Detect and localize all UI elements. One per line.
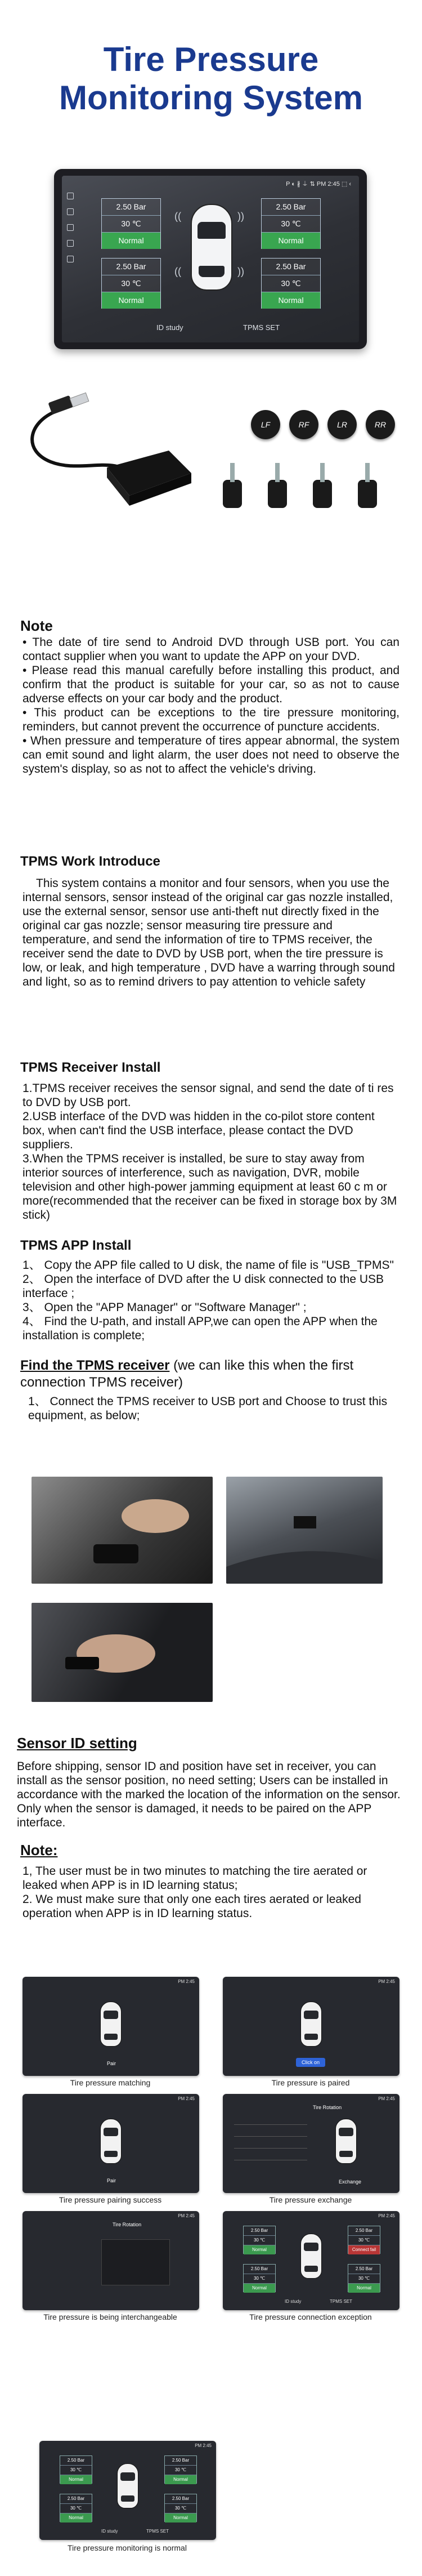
sensor-id-text: Before shipping, sensor ID and position have set in receiver, you can install as the sensor position, no need setting; Users can be installed in accordance with the marked the location of the information on the sensor. Only when the sensor is damaged, it needs to be paired on the APP interface.	[17, 1760, 401, 1829]
tile-temp: 30 ℃	[102, 216, 160, 233]
sensor-cap-lr: LR	[327, 410, 357, 439]
sensor-cap-rr: RR	[366, 410, 395, 439]
car-top-view-icon	[100, 2002, 122, 2047]
mini-tile: 2.50 Bar 30 ℃ Normal	[164, 2494, 197, 2522]
page-title-line2: Monitoring System	[59, 79, 363, 117]
tire-rotation-title: Tire Rotation	[113, 2222, 142, 2227]
find-heading	[20, 1357, 403, 1391]
mini-tile: 2.50 Bar 30 ℃ Normal	[243, 2226, 276, 2254]
tile-state: Normal	[262, 292, 320, 309]
screenshot-paired	[223, 1977, 399, 2076]
find-heading-bold: Find the TPMS receiver	[20, 1358, 170, 1373]
tile-temp: 30 ℃	[262, 216, 320, 233]
sensor-cap-lf: LF	[251, 410, 280, 439]
car-top-view-icon	[117, 2463, 138, 2508]
note2-list	[23, 1864, 405, 1920]
tire-tile-front-left	[101, 198, 161, 249]
tile-pressure: 2.50 Bar	[102, 259, 160, 275]
id-study-button[interactable]: ID study	[156, 323, 183, 332]
mini-tile: 2.50 Bar 30 ℃ Normal	[243, 2264, 276, 2292]
tile-pressure: 2.50 Bar	[262, 259, 320, 275]
power-icon	[67, 208, 74, 215]
install-photo-1	[32, 1477, 213, 1584]
car-top-view-icon	[100, 2119, 122, 2164]
pair-button[interactable]: Pair	[107, 2178, 116, 2183]
id-study-button[interactable]: ID study	[285, 2299, 302, 2304]
signal-icon: ))	[237, 266, 244, 277]
tire-tile-rear-left	[101, 258, 161, 309]
app-item: 4、 Find the U-path, and install APP,we can open the APP when the installation is complete;	[23, 1315, 378, 1342]
screenshot-matching	[23, 1977, 199, 2076]
mini-tile: 2.50 Bar 30 ℃ Normal	[164, 2455, 197, 2484]
status-bar: PM 2:45	[378, 2096, 395, 2101]
signal-icon: ))	[237, 211, 244, 222]
screenshot-interchangeable	[23, 2211, 199, 2310]
tile-state: Normal	[102, 292, 160, 309]
find-item: 1、 Connect the TPMS receiver to USB port and Choose to trust this equipment, as below;	[28, 1395, 388, 1422]
note-item: • Please read this manual carefully before installing this product, and confirm that the product is suitable for your car, so as not to cause adverse effects on your car body and the product.	[23, 664, 399, 705]
mini-tile: 2.50 Bar 30 ℃ Normal	[348, 2264, 380, 2292]
tpms-set-button[interactable]: TPMS SET	[146, 2529, 169, 2534]
car-top-view-icon	[335, 2119, 357, 2164]
screenshot-exchange	[223, 2094, 399, 2193]
signal-icon: ((	[174, 266, 181, 277]
app-item: 2、 Open the interface of DVD after the U disk connected to the USB interface ;	[23, 1273, 384, 1300]
receiver-heading: TPMS Receiver Install	[20, 1060, 161, 1075]
exchange-button[interactable]: Exchange	[339, 2179, 362, 2185]
tile-pressure: 2.50 Bar	[262, 199, 320, 216]
screenshot-exception	[223, 2211, 399, 2310]
work-text: This system contains a monitor and four sensors, when you use the internal sensors, sensor instead of the original car gas nozzle installed, use the external sensor, sensor use anti-theft nut directly fixed in the original car gas nozzle; sensor measuring tire pressure and temperature, and send the information of tire to TPMS receiver, the receiver send the date to DVD by USB port, when the tire pressure is low, or leak, and high temperature , DVD have a warring through sound and light, so as to remind drivers to pay attention to vehicle safety	[23, 877, 395, 988]
car-top-view-icon	[300, 2002, 322, 2047]
status-bar: PM 2:45	[178, 2213, 195, 2218]
app-heading: TPMS APP Install	[20, 1238, 132, 1253]
pair-button[interactable]: Pair	[107, 2061, 116, 2066]
tile-temp: 30 ℃	[102, 275, 160, 292]
find-heading-suffix: (we can like this when the first connection TPMS receiver)	[20, 1358, 354, 1390]
signal-icon: ((	[174, 211, 181, 222]
mini-tile: 2.50 Bar 30 ℃ Normal	[60, 2455, 92, 2484]
status-bar: PM 2:45	[178, 1979, 195, 1984]
mini-tile: 2.50 Bar 30 ℃ Normal	[60, 2494, 92, 2522]
status-bar: PM 2:45	[378, 2213, 395, 2218]
status-bar: PM 2:45	[378, 1979, 395, 1984]
receiver-item: 3.When the TPMS receiver is installed, be sure to stay away from interior sources of interference, such as navigation, DVR, mobile television and other high-power jamming equipment at least 60 c m or more(recommended that the receiver can be fixed in storage box by 3M stick)	[23, 1152, 397, 1222]
tile-state: Normal	[102, 233, 160, 249]
volume-up-icon	[67, 240, 74, 247]
caption-5: Tire pressure is being interchangeable	[43, 2312, 177, 2321]
head-unit-screen	[62, 176, 359, 342]
car-top-view-icon	[300, 2234, 322, 2279]
note-heading: Note	[20, 617, 53, 634]
volume-down-icon	[67, 256, 74, 262]
screenshot-pairing-success	[23, 2094, 199, 2193]
caption-2: Tire pressure is paired	[271, 2078, 350, 2087]
caption-6: Tire pressure connection exception	[249, 2312, 372, 2321]
note2-item: 1, The user must be in two minutes to matching the tire aerated or leaked when APP is in ID learning status;	[23, 1865, 367, 1892]
receiver-item: 2.USB interface of the DVD was hidden in the co-pilot store content box, when can't find the USB interface, please contact the DVD suppliers.	[23, 1110, 375, 1151]
app-item: 3、 Open the "APP Manager" or "Software Manager" ;	[23, 1301, 307, 1314]
receiver-item: 1.TPMS receiver receives the sensor signal, and send the date of ti res to DVD by USB port.	[23, 1082, 394, 1109]
id-study-button[interactable]: ID study	[101, 2529, 118, 2534]
status-bar: PM 2:45	[178, 2096, 195, 2101]
note2-item: 2. We must make sure that only one each tires aerated or leaked operation when APP is in ID learning status.	[23, 1893, 361, 1920]
tile-pressure: 2.50 Bar	[102, 199, 160, 216]
receiver-list	[23, 1081, 399, 1222]
note-item: • This product can be exceptions to the tire pressure monitoring, reminders, but cannot prevent the occurrence of puncture accidents.	[23, 706, 399, 733]
sensor-cap-rf: RF	[289, 410, 318, 439]
install-photo-3	[32, 1603, 213, 1702]
tile-state: Normal	[262, 233, 320, 249]
note2-heading: Note:	[20, 1842, 58, 1859]
work-heading: TPMS Work Introduce	[20, 854, 160, 869]
side-nav-icons	[65, 193, 75, 271]
caption-4: Tire pressure exchange	[269, 2195, 352, 2204]
tile-temp: 30 ℃	[262, 275, 320, 292]
progress-dialog	[101, 2239, 170, 2285]
status-bar: PM 2:45	[195, 2443, 212, 2448]
caption-7: Tire pressure monitoring is normal	[68, 2543, 187, 2552]
caption-3: Tire pressure pairing success	[59, 2195, 162, 2204]
note-list	[23, 635, 399, 776]
sensor-id-heading: Sensor ID setting	[17, 1735, 137, 1751]
mini-tile: 2.50 Bar 30 ℃ Connect fail	[348, 2226, 380, 2254]
home-icon	[67, 193, 74, 199]
click-on-button[interactable]: Click on	[296, 2058, 325, 2067]
note-item: • The date of tire send to Android DVD through USB port. You can contact supplier when you want to update the APP on your DVD.	[23, 636, 399, 663]
tire-rotation-title: Tire Rotation	[313, 2105, 342, 2110]
page-title-line1: Tire Pressure	[103, 41, 319, 78]
caption-1: Tire pressure matching	[70, 2078, 151, 2087]
app-item: 1、 Copy the APP file called to U disk, the name of file is "USB_TPMS"	[23, 1259, 394, 1272]
usb-receiver-image	[17, 389, 203, 512]
screenshot-normal	[39, 2441, 216, 2540]
back-icon	[67, 224, 74, 231]
tire-tile-front-right	[261, 198, 321, 249]
car-top-view-icon	[191, 204, 232, 291]
tire-tile-rear-right	[261, 258, 321, 309]
status-bar: P ◐ ∦ ⏚ ⇅ PM 2:45 ⬚ ‹	[286, 181, 351, 188]
tpms-set-button[interactable]: TPMS SET	[330, 2299, 353, 2304]
note-item: • When pressure and temperature of tires appear abnormal, the system can emit sound and light alarm, the user does not need to observe the system's display, so as not to affect the vehicle's driving.	[23, 734, 399, 776]
valve-sensors-image	[212, 457, 408, 519]
install-photo-2	[226, 1477, 383, 1584]
app-list	[23, 1258, 399, 1343]
head-unit-device	[54, 169, 367, 349]
rotation-options	[234, 2116, 307, 2160]
tpms-set-button[interactable]: TPMS SET	[243, 323, 280, 332]
